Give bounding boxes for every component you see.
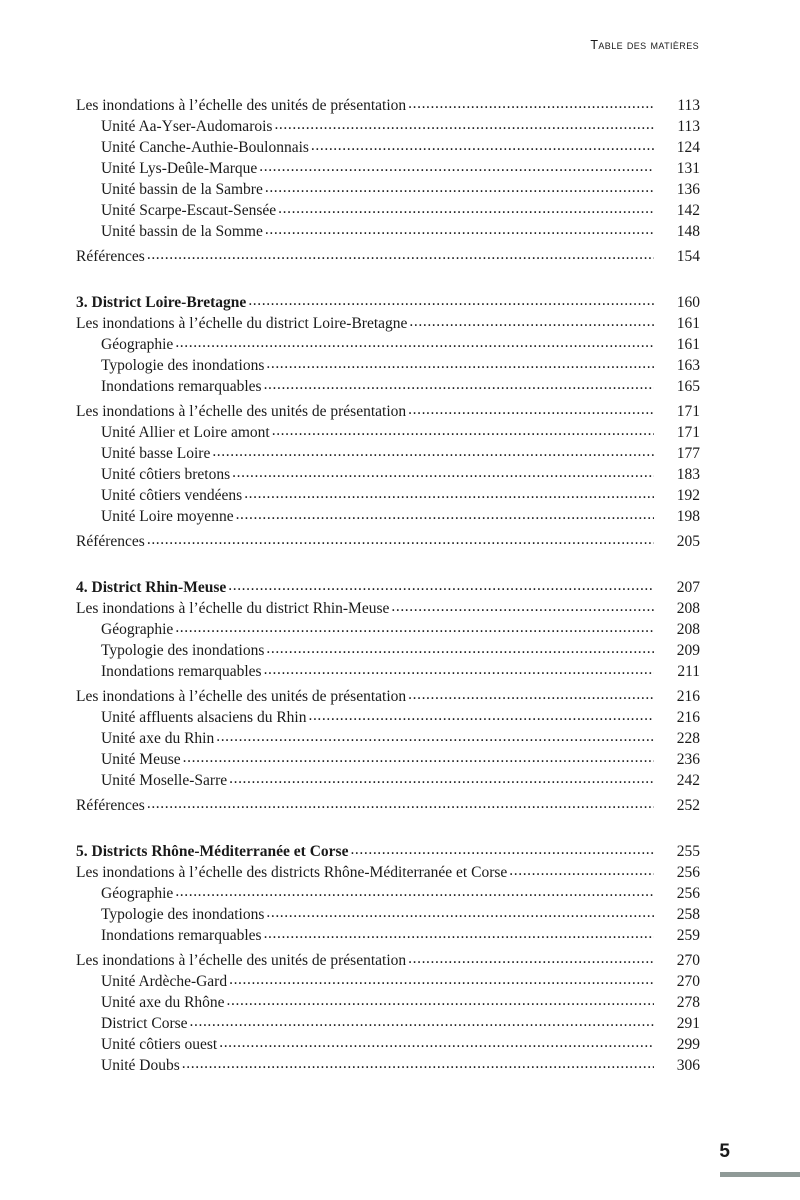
toc-entry-page: 171 [676, 424, 700, 441]
toc-entry[interactable] [76, 179, 700, 200]
toc-entry-page: 270 [676, 973, 700, 990]
toc-entry-page: 177 [676, 445, 700, 462]
dot-leader [274, 114, 654, 135]
toc-entry-title: Unité Loire moyenne [101, 508, 234, 525]
toc-entry[interactable] [76, 313, 700, 334]
dot-leader [147, 529, 654, 550]
toc-entry-page: 252 [676, 797, 700, 814]
toc-entry-page: 208 [676, 621, 700, 638]
dot-leader [147, 244, 654, 265]
toc-entry-title: Références [76, 533, 145, 550]
dot-leader [408, 93, 654, 114]
dot-leader [391, 596, 654, 617]
toc-section-entry[interactable] [76, 841, 700, 862]
toc-entry-page: 256 [676, 864, 700, 881]
toc-entry[interactable] [76, 770, 700, 791]
toc-entry[interactable] [76, 992, 700, 1013]
toc-entry-title: Inondations remarquables [101, 927, 262, 944]
toc-entry[interactable] [76, 1013, 700, 1034]
toc-entry-page: 209 [676, 642, 700, 659]
dot-leader [190, 1011, 654, 1032]
toc-entry[interactable] [76, 401, 700, 422]
dot-leader [265, 177, 654, 198]
toc-entry-page: 171 [676, 403, 700, 420]
toc-entry[interactable] [76, 707, 700, 728]
toc-entry[interactable] [76, 158, 700, 179]
toc-entry-page: 163 [676, 357, 700, 374]
toc-section-entry[interactable] [76, 577, 700, 598]
running-head-title: Table des matières [590, 38, 699, 52]
toc-entry[interactable] [76, 619, 700, 640]
dot-leader [278, 198, 654, 219]
dot-leader [408, 399, 654, 420]
toc-entry-title: Unité Aa-Yser-Audomarois [101, 118, 273, 135]
toc-entry-page: 291 [676, 1015, 700, 1032]
dot-leader [227, 990, 654, 1011]
toc-entry-title: Les inondations à l’échelle des districts Rhône-Méditerranée et Corse [76, 864, 508, 881]
toc-entry-page: 131 [676, 160, 700, 177]
toc-entry[interactable] [76, 925, 700, 946]
toc-entry-title: Les inondations à l’échelle des unités de présentation [76, 97, 407, 114]
toc-entry-page: 236 [676, 751, 700, 768]
toc-entry-page: 113 [677, 118, 700, 135]
toc-entry-page: 216 [676, 709, 700, 726]
dot-leader [175, 617, 654, 638]
dot-leader [264, 659, 654, 680]
toc-entry-page: 256 [676, 885, 700, 902]
toc-entry[interactable] [76, 506, 700, 527]
toc-entry-title: Unité Lys-Deûle-Marque [101, 160, 258, 177]
toc-entry-title: Unité affluents alsaciens du Rhin [101, 709, 307, 726]
toc-entry-title: Typologie des inondations [101, 642, 265, 659]
toc-entry[interactable] [76, 883, 700, 904]
toc-entry-page: 270 [676, 952, 700, 969]
dot-leader [182, 1053, 654, 1074]
toc-entry[interactable] [76, 464, 700, 485]
toc-entry[interactable] [76, 246, 700, 267]
dot-leader [175, 881, 654, 902]
dot-leader [266, 353, 654, 374]
toc-entry[interactable] [76, 116, 700, 137]
toc-entry[interactable] [76, 598, 700, 619]
toc-entry-page: 242 [676, 772, 700, 789]
dot-leader [175, 332, 654, 353]
toc-entry-title: Unité basse Loire [101, 445, 211, 462]
toc-entry[interactable] [76, 443, 700, 464]
toc-entry-page: 183 [676, 466, 700, 483]
toc-entry[interactable] [76, 200, 700, 221]
dot-leader [266, 902, 654, 923]
toc-entry-page: 228 [676, 730, 700, 747]
dot-leader [219, 1032, 654, 1053]
toc-entry-title: Unité bassin de la Somme [101, 223, 263, 240]
toc-entry-title: Unité bassin de la Sambre [101, 181, 263, 198]
toc-entry-title: 4. District Rhin-Meuse [76, 579, 227, 596]
dot-leader [272, 420, 654, 441]
toc-entry[interactable] [76, 355, 700, 376]
dot-leader [229, 969, 654, 990]
dot-leader [259, 156, 654, 177]
toc-entry-page: 255 [676, 843, 700, 860]
dot-leader [232, 462, 654, 483]
dot-leader [183, 747, 654, 768]
toc-entry[interactable] [76, 376, 700, 397]
toc-entry-page: 299 [676, 1036, 700, 1053]
toc-entry-title: Unité Allier et Loire amont [101, 424, 270, 441]
toc-entry-title: 3. District Loire-Bretagne [76, 294, 247, 311]
toc-entry-page: 160 [676, 294, 700, 311]
toc-entry-title: District Corse [101, 1015, 188, 1032]
toc-entry-page: 113 [677, 97, 700, 114]
page-number: 5 [719, 1141, 730, 1162]
toc-entry[interactable] [76, 749, 700, 770]
toc-entry-page: 278 [676, 994, 700, 1011]
toc-entry[interactable] [76, 531, 700, 552]
toc-entry-page: 208 [676, 600, 700, 617]
dot-leader [147, 793, 654, 814]
toc-entry-title: 5. Districts Rhône-Méditerranée et Corse [76, 843, 349, 860]
toc-entry-page: 192 [676, 487, 700, 504]
toc-entry-title: Unité côtiers vendéens [101, 487, 243, 504]
toc-entry-title: Les inondations à l’échelle des unités de présentation [76, 688, 407, 705]
toc-entry-title: Unité axe du Rhône [101, 994, 225, 1011]
dot-leader [212, 441, 654, 462]
toc-entry[interactable] [76, 422, 700, 443]
dot-leader [248, 290, 654, 311]
toc-entry-title: Les inondations à l’échelle des unités de présentation [76, 403, 407, 420]
toc-entry-title: Unité côtiers ouest [101, 1036, 218, 1053]
toc-entry-page: 165 [676, 378, 700, 395]
dot-leader [236, 504, 654, 525]
toc-entry[interactable] [76, 661, 700, 682]
toc-entry[interactable] [76, 971, 700, 992]
toc-entry-title: Unité Moselle-Sarre [101, 772, 228, 789]
toc-entry-page: 259 [676, 927, 700, 944]
dot-leader [264, 923, 654, 944]
toc-entry-title: Typologie des inondations [101, 357, 265, 374]
table-of-contents [76, 95, 700, 1076]
dot-leader [228, 575, 654, 596]
toc-entry-title: Unité Scarpe-Escaut-Sensée [101, 202, 277, 219]
dot-leader [509, 860, 654, 881]
toc-entry-title: Unité Canche-Authie-Boulonnais [101, 139, 309, 156]
toc-entry-title: Unité Ardèche-Gard [101, 973, 228, 990]
toc-entry-title: Unité axe du Rhin [101, 730, 215, 747]
dot-leader [308, 705, 654, 726]
toc-entry-page: 216 [676, 688, 700, 705]
toc-entry-page: 154 [676, 248, 700, 265]
toc-entry-title: Références [76, 797, 145, 814]
toc-entry-title: Unité Meuse [101, 751, 181, 768]
toc-entry-title: Géographie [101, 336, 174, 353]
toc-entry-page: 161 [676, 336, 700, 353]
toc-entry[interactable] [76, 640, 700, 661]
dot-leader [266, 638, 654, 659]
toc-entry[interactable] [76, 1034, 700, 1055]
dot-leader [264, 374, 654, 395]
toc-entry-title: Les inondations à l’échelle du district Loire-Bretagne [76, 315, 408, 332]
toc-entry-title: Références [76, 248, 145, 265]
toc-entry-page: 198 [676, 508, 700, 525]
toc-entry-page: 205 [676, 533, 700, 550]
toc-entry-page: 148 [676, 223, 700, 240]
toc-entry[interactable] [76, 904, 700, 925]
page-number-rule [720, 1172, 800, 1177]
dot-leader [216, 726, 654, 747]
toc-entry-page: 161 [676, 315, 700, 332]
toc-entry-title: Unité Doubs [101, 1057, 180, 1074]
section-spacer [76, 552, 700, 577]
toc-entry-page: 124 [676, 139, 700, 156]
dot-leader [311, 135, 654, 156]
toc-entry-title: Typologie des inondations [101, 906, 265, 923]
toc-entry-title: Géographie [101, 885, 174, 902]
toc-entry[interactable] [76, 221, 700, 242]
toc-entry-page: 258 [676, 906, 700, 923]
dot-leader [408, 684, 654, 705]
section-spacer [76, 816, 700, 841]
toc-entry-page: 306 [676, 1057, 700, 1074]
toc-entry-title: Géographie [101, 621, 174, 638]
toc-entry-page: 207 [676, 579, 700, 596]
toc-entry-title: Les inondations à l’échelle des unités de présentation [76, 952, 407, 969]
toc-entry[interactable] [76, 795, 700, 816]
dot-leader [265, 219, 654, 240]
toc-section-entry[interactable] [76, 292, 700, 313]
dot-leader [244, 483, 654, 504]
dot-leader [408, 948, 654, 969]
toc-entry[interactable] [76, 334, 700, 355]
toc-entry[interactable] [76, 728, 700, 749]
dot-leader [409, 311, 654, 332]
dot-leader [350, 839, 654, 860]
toc-entry-title: Inondations remarquables [101, 378, 262, 395]
toc-entry-title: Inondations remarquables [101, 663, 262, 680]
toc-entry-title: Unité côtiers bretons [101, 466, 231, 483]
toc-entry-page: 136 [676, 181, 700, 198]
toc-entry-page: 142 [676, 202, 700, 219]
toc-entry[interactable] [76, 862, 700, 883]
toc-entry-page: 211 [677, 663, 700, 680]
toc-entry[interactable] [76, 485, 700, 506]
toc-entry[interactable] [76, 95, 700, 116]
section-spacer [76, 267, 700, 292]
toc-entry[interactable] [76, 137, 700, 158]
toc-entry[interactable] [76, 1055, 700, 1076]
toc-entry-title: Les inondations à l’échelle du district Rhin-Meuse [76, 600, 390, 617]
dot-leader [229, 768, 654, 789]
toc-entry[interactable] [76, 950, 700, 971]
toc-entry[interactable] [76, 686, 700, 707]
